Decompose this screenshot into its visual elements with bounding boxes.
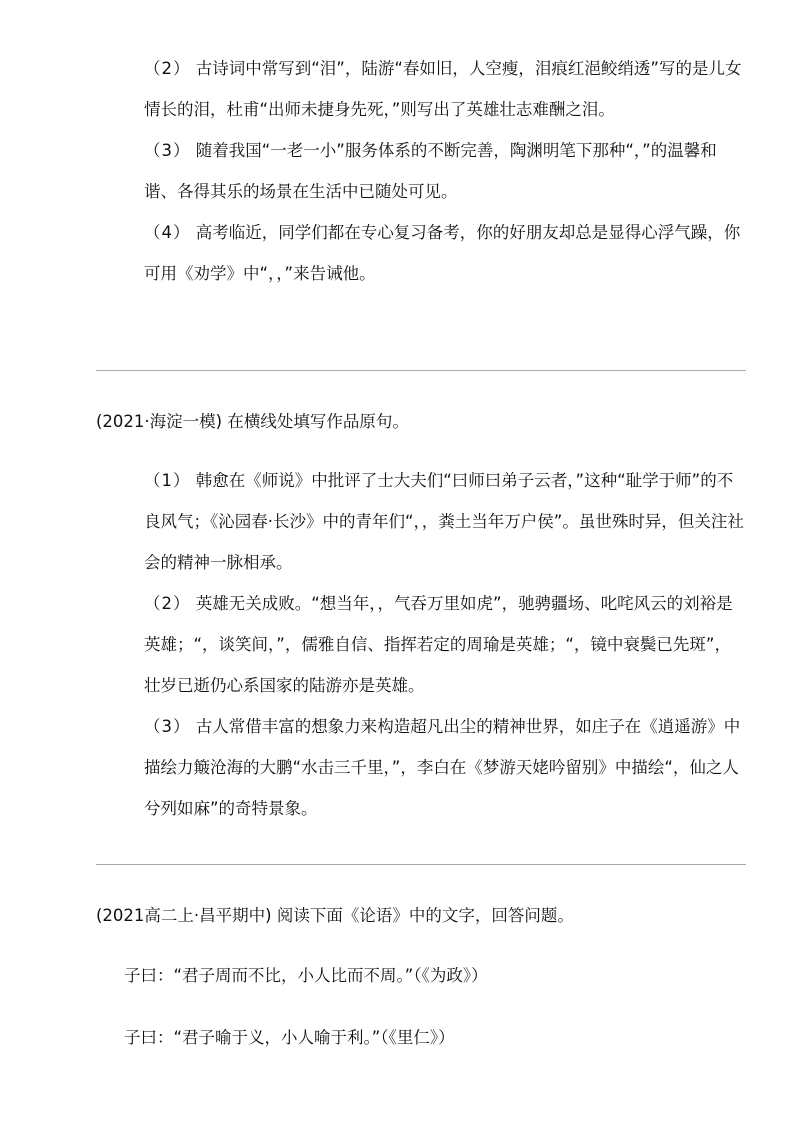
item-number: （3） bbox=[144, 717, 191, 736]
item-number: （2） bbox=[144, 594, 191, 613]
question-heading: (2021高二上·昌平期中) 阅读下面《论语》中的文字，回答问题。 bbox=[96, 906, 574, 925]
analects-quote: 子曰：“君子周而不比，小人比而不周。”（《为政》） bbox=[124, 966, 488, 985]
item-text: 古人常借丰富的想象力来构造超凡出尘的精神世界，如庄子在《逍遥游》中描绘力簸沧海的大鹏“水击三千里，”，李白在《梦游天姥吟留别》中描绘“，仙之人兮列如麻”的奇特景象。 bbox=[144, 717, 741, 818]
item-text: 英雄无关成败。“想当年，，气吞万里如虎”，驰骋疆场、叱咤风云的刘裕是英雄；“，谈笑间，”，儒雅自信、指挥若定的周瑜是英雄；“，镜中衰鬓已先斑”，壮岁已逝仍心系国家的陆游亦是英雄。 bbox=[144, 594, 733, 695]
item-number: （1） bbox=[144, 471, 191, 490]
section-2-items bbox=[96, 460, 746, 829]
item-text: 古诗词中常写到“泪”，陆游“春如旧，人空瘦，泪痕红浥鲛绡透”写的是儿女情长的泪，杜甫“出师未捷身先死，”则写出了英雄壮志难酬之泪。 bbox=[144, 59, 742, 119]
item-text: 韩愈在《师说》中批评了士大夫们“曰师曰弟子云者，”这种“耻学于师”的不良风气；《沁园春·长沙》中的青年们“，，粪土当年万户侯”。虽世殊时异，但关注社会的精神一脉相承。 bbox=[144, 471, 744, 572]
question-item bbox=[96, 130, 746, 212]
section-divider bbox=[96, 370, 746, 371]
section-divider bbox=[96, 864, 746, 865]
item-text: 随着我国“一老一小”服务体系的不断完善，陶渊明笔下那种“，”的温馨和谐、各得其乐的场景在生活中已随处可见。 bbox=[144, 141, 717, 201]
question-item bbox=[96, 583, 746, 706]
item-number: （3） bbox=[144, 141, 191, 160]
question-item bbox=[96, 460, 746, 583]
question-item bbox=[96, 48, 746, 130]
item-number: （4） bbox=[144, 223, 191, 242]
item-number: （2） bbox=[144, 59, 191, 78]
question-item bbox=[96, 706, 746, 829]
question-heading: (2021·海淀一模) 在横线处填写作品原句。 bbox=[96, 412, 409, 431]
question-item bbox=[96, 212, 746, 294]
item-text: 高考临近，同学们都在专心复习备考，你的好朋友却总是显得心浮气躁，你可用《劝学》中“，，”来告诫他。 bbox=[144, 223, 741, 283]
analects-quote: 子曰：“君子喻于义，小人喻于利。”（《里仁》） bbox=[124, 1028, 455, 1047]
section-1-items bbox=[96, 48, 746, 294]
